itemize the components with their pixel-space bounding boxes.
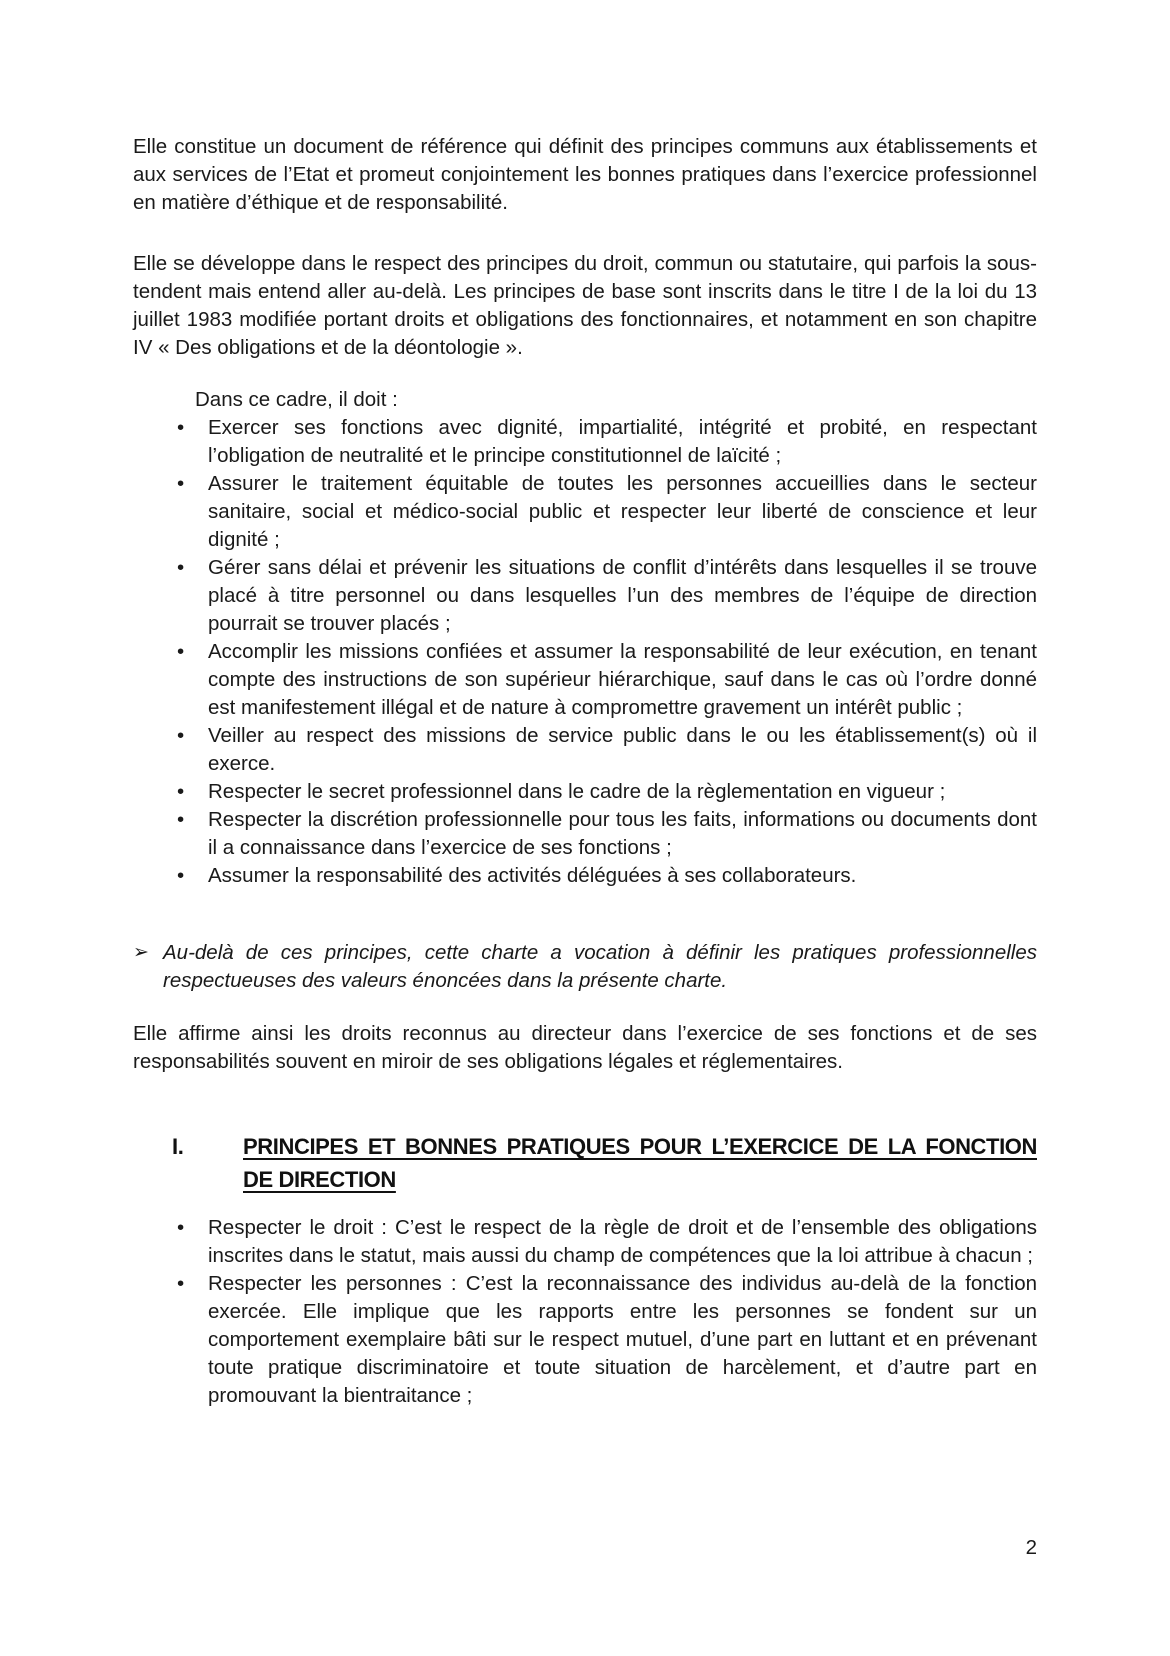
list-item [133, 1214, 1037, 1270]
bullet-icon: • [177, 808, 185, 831]
section-number: I. [172, 1134, 184, 1159]
paragraph-document-reference: Elle constitue un document de référence qui définit des principes communs aux établissements et aux services de l’Etat et promeut conjointement les bonnes pratiques dans l’exercice professionnel en matière d’éthique et de responsabilité. [133, 135, 1037, 214]
paragraph-principes-droit: Elle se développe dans le respect des principes du droit, commun ou statutaire, qui parfois la sous-tendent mais entend aller au-delà. Les principes de base sont inscrits dans le titre I de la loi du 13 juillet 1983 modifiée portant droits et obligations des fonctionnaires, et notamment en son chapitre IV « Des obligations et de la déontologie ». [133, 252, 1037, 359]
list-item [133, 862, 1037, 890]
list-item [133, 722, 1037, 778]
bullet-icon: • [177, 864, 185, 887]
section-title-line1: PRINCIPES ET BONNES PRATIQUES POUR L’EXERCICE DE LA FONCTION [243, 1134, 1037, 1159]
list-item [133, 1270, 1037, 1410]
list-item-text: Respecter les personnes : C’est la reconnaissance des individus au-delà de la fonction exercée. Elle implique que les rapports entre les personnes se fondent sur un comportement exemplaire bâti sur le respect mutuel, d’une part en luttant et en prévenant toute pratique discriminatoire et toute situation de harcèlement, et d’autre part en promouvant la bientraitance ; [208, 1272, 1037, 1407]
bullet-icon: • [177, 724, 185, 747]
bullet-icon: • [177, 780, 185, 803]
duties-list [133, 414, 1037, 890]
bullet-icon: • [177, 556, 185, 579]
list-item-text: Respecter le secret professionnel dans le cadre de la règlementation en vigueur ; [208, 780, 946, 803]
list-item-text: Gérer sans délai et prévenir les situations de conflit d’intérêts dans lesquelles il se trouve placé à titre personnel ou dans lesquelles l’un des membres de l’équipe de direction pourrait se trouver placés ; [208, 556, 1037, 635]
list-item-text: Exercer ses fonctions avec dignité, impartialité, intégrité et probité, en respectant l’obligation de neutralité et le principe constitutionnel de laïcité ; [208, 416, 1037, 467]
list-item [133, 554, 1037, 638]
principles-list [133, 1214, 1037, 1410]
bullet-icon: • [177, 640, 185, 663]
bullet-icon: • [177, 472, 185, 495]
list-item [133, 414, 1037, 470]
paragraph-droits-directeur: Elle affirme ainsi les droits reconnus au directeur dans l’exercice de ses fonctions et de ses responsabilités souvent en miroir de ses obligations légales et réglementaires. [133, 1022, 1037, 1073]
list-item [133, 778, 1037, 806]
page-number: 2 [1025, 1536, 1037, 1559]
list-item [133, 470, 1037, 554]
section-title [243, 1130, 1037, 1196]
list-intro-line: Dans ce cadre, il doit : [195, 388, 398, 411]
list-item-text: Veiller au respect des missions de service public dans le ou les établissement(s) où il exerce. [208, 724, 1037, 775]
list-item-text: Assurer le traitement équitable de toutes les personnes accueillies dans le secteur sanitaire, social et médico-social public et respecter leur liberté de conscience et leur dignité ; [208, 472, 1037, 551]
arrow-note [133, 939, 1037, 995]
list-item-text: Respecter la discrétion professionnelle pour tous les faits, informations ou documents dont il a connaissance dans l’exercice de ses fonctions ; [208, 808, 1037, 859]
arrow-note-text: Au-delà de ces principes, cette charte a vocation à définir les pratiques professionnelles respectueuses des valeurs énoncées dans la présente charte. [163, 941, 1037, 992]
list-item-text: Accomplir les missions confiées et assumer la responsabilité de leur exécution, en tenant compte des instructions de son supérieur hiérarchique, sauf dans le cas où l’ordre donné est manifestement illégal et de nature à compromettre gravement un intérêt public ; [208, 640, 1037, 719]
list-item [133, 806, 1037, 862]
bullet-icon: • [177, 1272, 185, 1295]
bullet-icon: • [177, 1216, 185, 1239]
list-item [133, 638, 1037, 722]
section-title-line2: DE DIRECTION [243, 1167, 396, 1192]
section-heading [133, 1130, 1037, 1196]
bullet-icon: • [177, 416, 185, 439]
list-item-text: Assumer la responsabilité des activités déléguées à ses collaborateurs. [208, 864, 857, 887]
section-title-line2-row [243, 1163, 1037, 1196]
list-item-text: Respecter le droit : C’est le respect de la règle de droit et de l’ensemble des obligations inscrites dans le statut, mais aussi du champ de compétences que la loi attribue à chacun ; [208, 1216, 1037, 1267]
arrow-bullet-icon: ➢ [133, 942, 149, 963]
